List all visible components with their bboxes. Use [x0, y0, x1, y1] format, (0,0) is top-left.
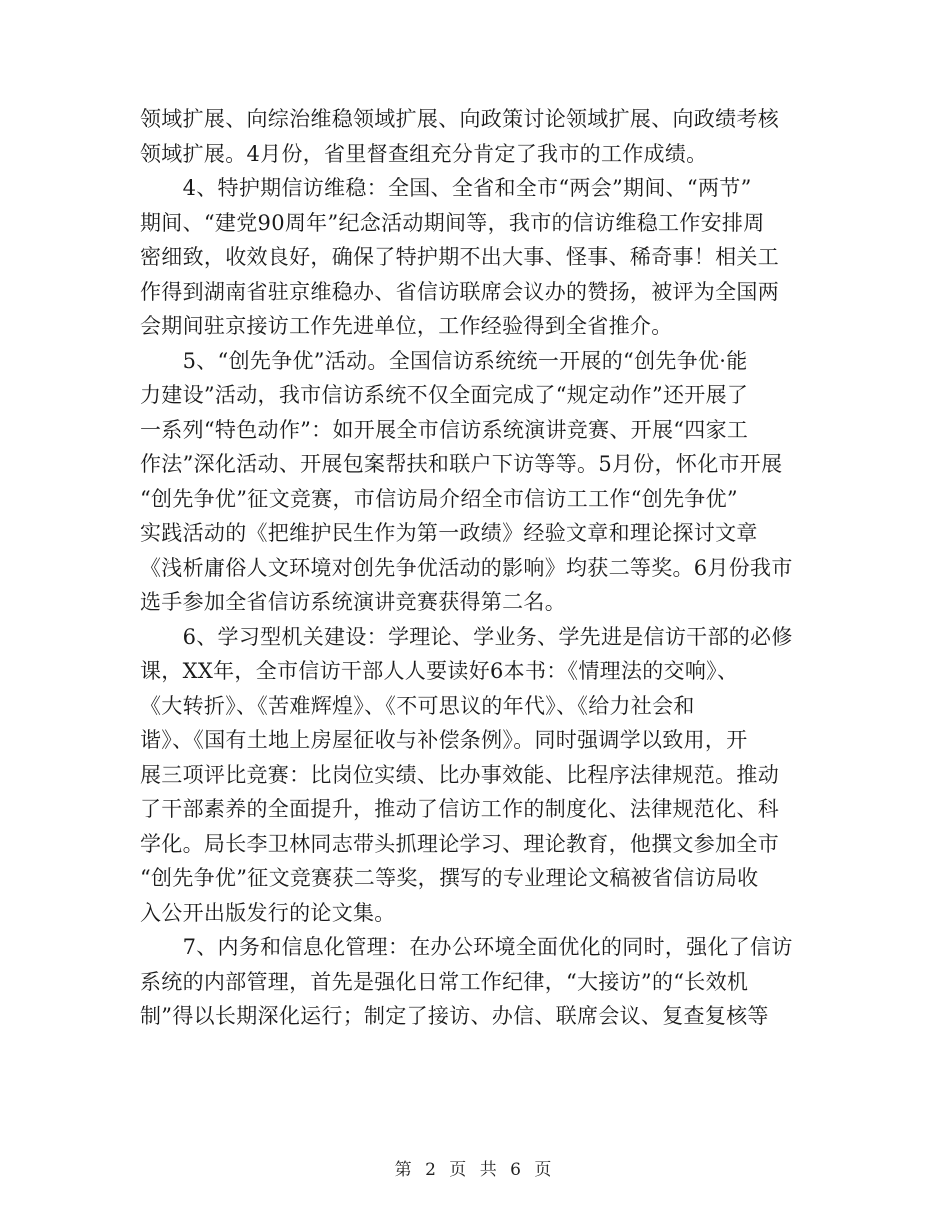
paragraph-continuation: 领域扩展、向综治维稳领域扩展、向政策讨论领域扩展、向政绩考核 领域扩展。4月份，省里督查组充分肯定了我市的工作成绩。 [140, 107, 779, 166]
document-body [140, 102, 812, 1034]
paragraph-item-7: 7、内务和信息化管理：在办公环境全面优化的同时，强化了信访 系统的内部管理，首先是强化日常工作纪律，“大接访”的“长效机 制”得以长期深化运行；制定了接访、办信、联席会议、复查复核等 [140, 935, 793, 1028]
paragraph-item-4: 4、特护期信访维稳：全国、全省和全市“两会”期间、“两节” 期间、“建党90周年”纪念活动期间等，我市的信访维稳工作安排周 密细致，收效良好，确保了特护期不出大事、怪事、稀奇事！相关工 作得到湖南省驻京维稳办、省信访联席会议办的赞扬，被评为全国两 会期间驻京接访工作先进单位，工作经验得到全省推介。 [140, 176, 779, 338]
paragraph-item-6: 6、学习型机关建设：学理论、学业务、学先进是信访干部的必修 课，XX年，全市信访干部人人要读好6本书：《情理法的交响》、 《大转折》、《苦难辉煌》、《不可思议的年代》、《给力社会和 谐》、《国有土地上房屋征收与补偿条例》。同时强调学以致用，开 展三项评比竞赛：比岗位实绩、比办事效能、比程序法律规范。推动 了干部素养的全面提升，推动了信访工作的制度化、法律规范化、科 学化。局长李卫林同志带头抓理论学习、理论教育，他撰文参加全市 “创先争优”征文竞赛获二等奖，撰写的专业理论文稿被省信访局收 入公开出版发行的论文集。 [140, 624, 793, 925]
paragraph-item-5: 5、“创先争优”活动。全国信访系统统一开展的“创先争优·能 力建设”活动，我市信访系统不仅全面完成了“规定动作”还开展了 一系列“特色动作”：如开展全市信访系统演讲竞赛、开展“四家工 作法”深化活动、开展包案帮扶和联户下访等等。5月份，怀化市开展 “创先争优”征文竞赛，市信访局介绍全市信访工工作“创先争优” 实践活动的《把维护民生作为第一政绩》经验文章和理论探讨文章 《浅析庸俗人文环境对创先争优活动的影响》均获二等奖。6月份我市 选手参加全省信访系统演讲竞赛获得第二名。 [140, 348, 793, 614]
page-footer: 第 2 页 共 6 页 [394, 1160, 556, 1180]
